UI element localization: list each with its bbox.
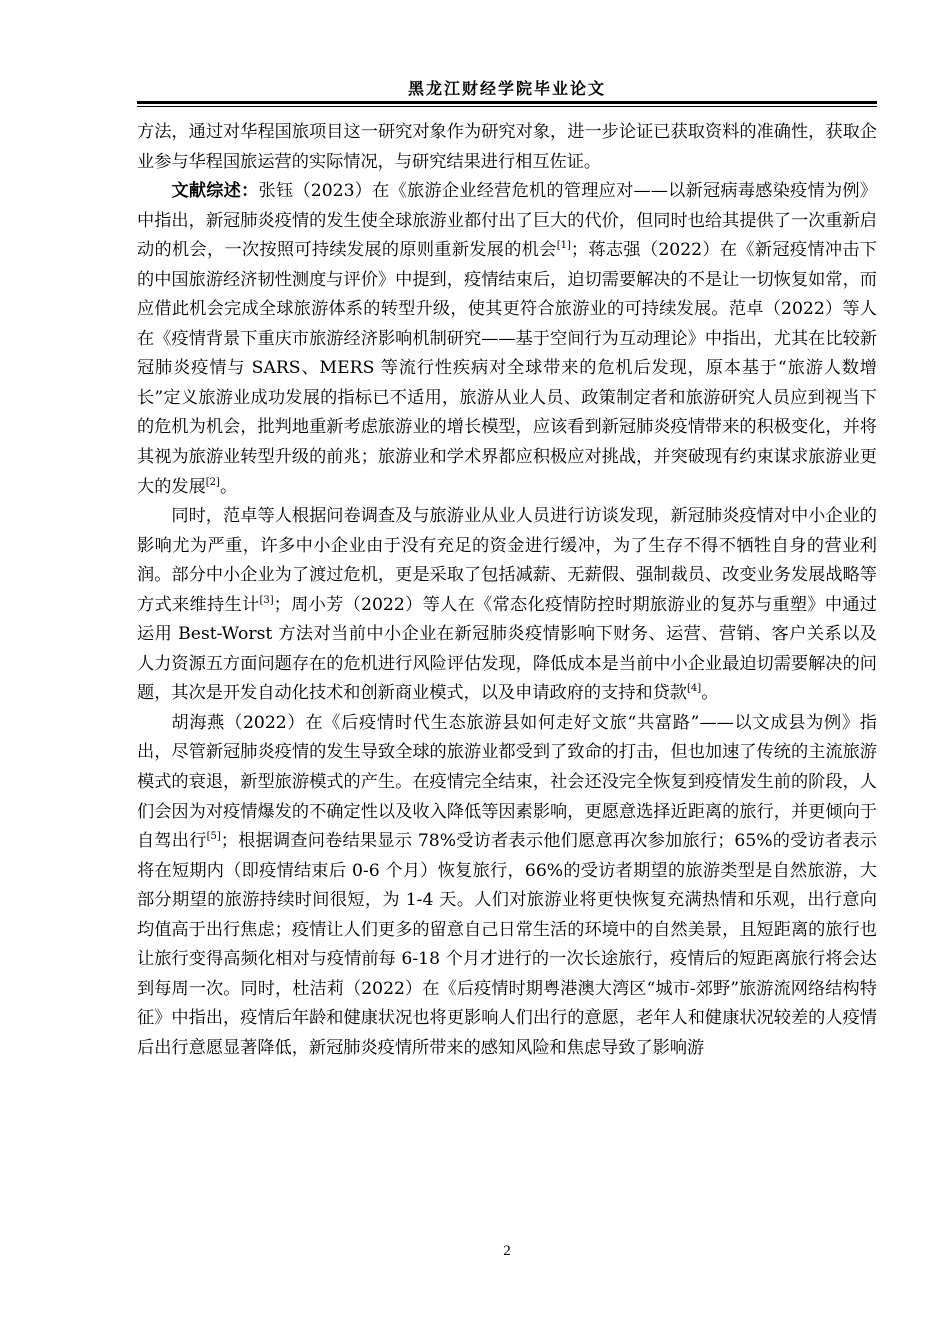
citation-ref: [2] [205, 476, 220, 488]
paragraph [137, 709, 877, 1064]
header-rule-thin [137, 106, 877, 107]
body-text [137, 118, 877, 1064]
citation-ref: [5] [206, 831, 221, 843]
citation-ref: [1] [556, 240, 571, 252]
paragraph-text: 张钰（2023）在《旅游企业经营危机的管理应对——以新冠病毒感染疫情为例》中指出，新冠肺炎疫情的发生使全球旅游业都付出了巨大的代价，但同时也给其提供了一次重新启动的机会，一次按照可持续发展的原则重新发展的机会 [137, 181, 877, 261]
paragraph-text: ；周小芳（2022）等人在《常态化疫情防控时期旅游业的复苏与重塑》中通过运用 Best-Worst 方法对当前中小企业在新冠肺炎疫情影响下财务、运营、营销、客户关系以及人力资源五方面问题存在的危机进行风险评估发现，降低成本是当前中小企业最迫切需要解决的问题，其次是开发自动化技术和创新商业模式，以及申请政府的支持和贷款 [137, 594, 877, 704]
paragraph [137, 502, 877, 709]
citation-ref: [4] [687, 683, 702, 695]
paragraph-text: 。 [701, 683, 719, 704]
paragraph-text: 同时，范卓等人根据问卷调查及与旅游业从业人员进行访谈发现，新冠肺炎疫情对中小企业的影响尤为严重，许多中小企业由于没有充足的资金进行缓冲，为了生存不得不牺牲自身的营业利润。部分中小企业为了渡过危机，更是采取了包括减薪、无薪假、强制裁员、改变业务发展战略等方式来维持生计 [137, 506, 877, 615]
paragraph-text: ；根据调查问卷结果显示 78%受访者表示他们愿意再次参加旅行；65%的受访者表示将在短期内（即疫情结束后 0-6 个月）恢复旅行，66%的受访者期望的旅游类型是自然旅游，大部分期望的旅游持续时间很短，为 1-4 天。人们对旅游业将更快恢复充满热情和乐观，出行意向均值高于出行焦虑；疫情让人们更多的留意自己日常生活的环境中的自然美景，且短距离的旅行也让旅行变得高频化相对与疫情前每 6-18 个月才进行的一次长途旅行，疫情后的短距离旅行将会达到每周一次。同时，杜洁莉（2022）在《后疫情时期粤港澳大湾区“城市-郊野”旅游流网络结构特征》中指出，疫情后年龄和健康状况也将更影响人们出行的意愿，老年人和健康状况较差的人疫情后出行意愿显著降低，新冠肺炎疫情所带来的感知风险和焦虑导致了影响游 [137, 831, 877, 1058]
citation-ref: [3] [259, 594, 274, 606]
paragraph-text: 胡海燕（2022）在《后疫情时代生态旅游县如何走好文旅“共富路”——以文成县为例》指出，尽管新冠肺炎疫情的发生导致全球的旅游业都受到了致命的打击，但也加速了传统的主流旅游模式的衰退，新型旅游模式的产生。在疫情完全结束，社会还没完全恢复到疫情发生前的阶段，人们会因为对疫情爆发的不确定性以及收入降低等因素影响，更愿意选择近距离的旅行，并更倾向于自驾出行 [137, 712, 877, 852]
paragraph [137, 177, 877, 502]
page-number: 2 [503, 1243, 511, 1259]
paragraph-text: 方法，通过对华程国旅项目这一研究对象作为研究对象，进一步论证已获取资料的准确性，获取企业参与华程国旅运营的实际情况，与研究结果进行相互佐证。 [137, 122, 877, 172]
paragraph-heading: 文献综述： [171, 181, 259, 202]
paragraph-text: ；蒋志强（2022）在《新冠疫情冲击下的中国旅游经济韧性测度与评价》中提到，疫情结束后，迫切需要解决的不是让一切恢复如常，而应借此机会完成全球旅游体系的转型升级，使其更符合旅游业的可持续发展。范卓（2022）等人在《疫情背景下重庆市旅游经济影响机制研究——基于空间行为互动理论》中指出，尤其在比较新冠肺炎疫情与 SARS、MERS 等流行性疾病对全球带来的危机后发现，原本基于“旅游人数增长”定义旅游业成功发展的指标已不适用，旅游从业人员、政策制定者和旅游研究人员应到视当下的危机为机会，批判地重新考虑旅游业的增长模型，应该看到新冠肺炎疫情带来的积极变化，并将其视为旅游业转型升级的前兆；旅游业和学术界都应积极应对挑战，并突破现有约束谋求旅游业更大的发展 [137, 240, 877, 497]
running-header: 黑龙江财经学院毕业论文 [407, 79, 606, 98]
paragraph [137, 118, 877, 177]
header-rule-thick [137, 101, 877, 104]
paragraph-text: 。 [219, 476, 238, 497]
